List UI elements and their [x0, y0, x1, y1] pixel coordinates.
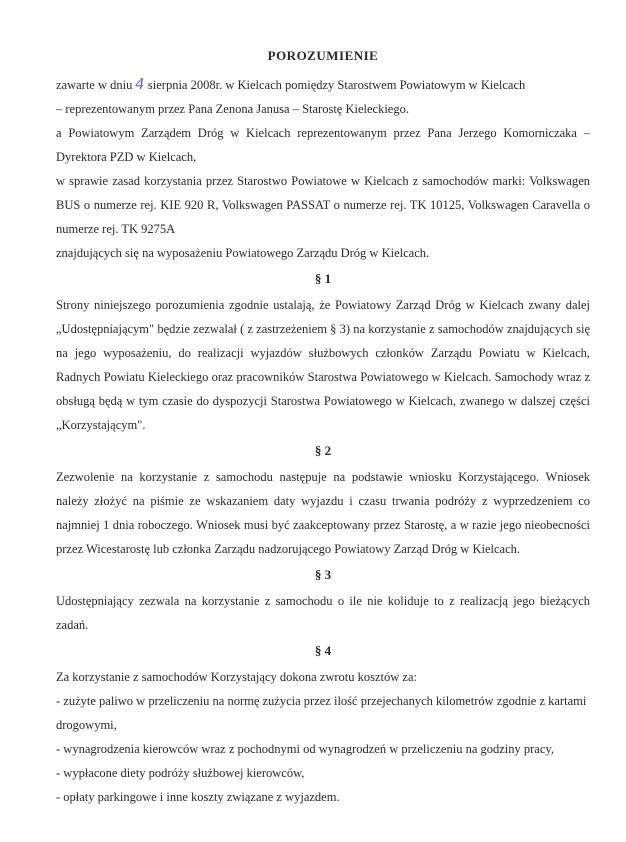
intro-line-5: znajdujących się na wyposażeniu Powiatowego Zarządu Dróg w Kielcach. — [56, 246, 430, 260]
section-2-heading: § 2 — [314, 443, 332, 458]
section-3-heading: § 3 — [314, 567, 332, 582]
list-item: - zużyte paliwo w przeliczeniu na normę zużycia przez ilość przejechanych kilometrów zgodnie z kartami drogowymi, — [56, 694, 587, 732]
intro-line-1-pre: zawarte w dniu — [56, 78, 133, 92]
document-title: POROZUMIENIE — [267, 48, 379, 63]
list-item: - wypłacone diety podróży służbowej kierowców, — [56, 766, 305, 780]
list-item: - wynagrodzenia kierowców wraz z pochodnymi od wynagrodzeń w przeliczeniu na godziny pracy, — [56, 742, 554, 756]
section-2-text: Zezwolenie na korzystanie z samochodu następuje na podstawie wniosku Korzystającego. Wniosek należy złożyć na piśmie ze wskazaniem daty wyjazdu i czasu trwania podróży z wyprzedzeniem co najmniej 1 dnia roboczego. Wniosek musi być zaakceptowany przez Starostę, a w razie jego nieobecności przez Wicestarostę lub członka Zarządu nadzorującego Powiatowy Zarząd Dróg w Kielcach. — [56, 470, 590, 556]
handwritten-day: 4 — [133, 75, 147, 93]
section-1-text: Strony niniejszego porozumienia zgodnie ustalają, że Powiatowy Zarząd Dróg w Kielcach zwany dalej „Udostępniającym" będzie zezwalał ( z zastrzeżeniem § 3) na korzystanie z samochodów znajdujących się na jego wyposażeniu, do realizacji wyjazdów służbowych członków Zarządu Powiatu w Kielcach, Radnych Powiatu Kieleckiego oraz pracowników Starostwa Powiatowego w Kielcach. Samochody wraz z obsługą będą w tym czasie do dyspozycji Starostwa Powiatowego w Kielcach, zwanego w dalszej części „Korzystającym". — [56, 298, 590, 432]
section-1-heading: § 1 — [314, 271, 332, 286]
intro-line-3: a Powiatowym Zarządem Dróg w Kielcach reprezentowanym przez Pana Jerzego Komorniczaka – Dyrektora PZD w Kielcach, — [56, 126, 590, 164]
section-4-heading: § 4 — [314, 643, 332, 658]
intro-line-1-post: sierpnia 2008r. w Kielcach pomiędzy Starostwem Powiatowym w Kielcach — [147, 78, 526, 92]
intro-line-4: w sprawie zasad korzystania przez Starostwo Powiatowe w Kielcach z samochodów marki: Volkswagen BUS o numerze rej. KIE 920 R, Volkswagen PASSAT o numerze rej. TK 10125, Volkswagen Caravella o numerze rej. TK 9275A — [56, 174, 590, 236]
list-item: - opłaty parkingowe i inne koszty związane z wyjazdem. — [56, 790, 340, 804]
section-4-text: Za korzystanie z samochodów Korzystający dokona zwrotu kosztów za: — [56, 670, 417, 684]
intro-line-2: – reprezentowanym przez Pana Zenona Janusa – Starostę Kieleckiego. — [56, 102, 409, 116]
section-3-text: Udostępniający zezwala na korzystanie z samochodu o ile nie koliduje to z realizacją jego bieżących zadań. — [56, 594, 590, 632]
intro-line-1 — [56, 72, 590, 97]
cost-list — [56, 689, 590, 809]
